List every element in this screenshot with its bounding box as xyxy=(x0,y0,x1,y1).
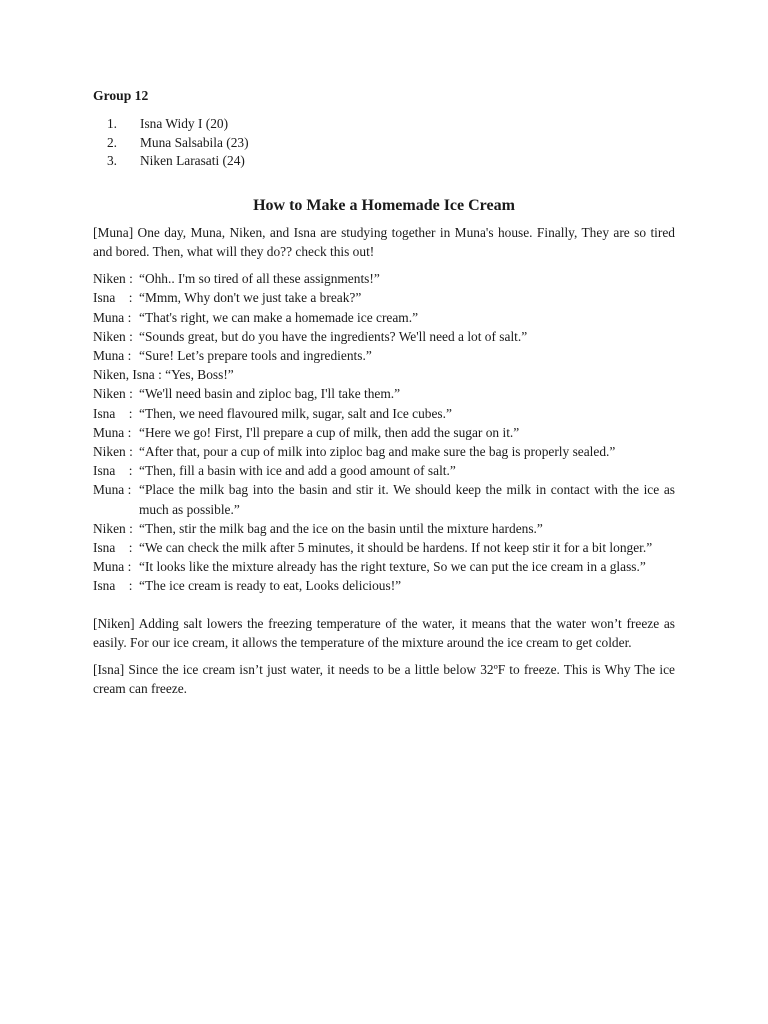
dialogue-line xyxy=(93,384,675,403)
member-item xyxy=(93,151,675,170)
speaker: Isna : xyxy=(93,463,136,479)
speaker: Muna : xyxy=(93,347,135,363)
dialogue-text: “After that, pour a cup of milk into ziploc bag and make sure the bag is properly sealed.” xyxy=(139,443,616,459)
speaker: Niken : xyxy=(93,443,137,459)
dialogue-line xyxy=(93,269,675,288)
speaker: Niken : xyxy=(93,386,137,402)
dialogue-line xyxy=(93,308,675,327)
document-title: How to Make a Homemade Ice Cream xyxy=(253,196,515,214)
speaker: Muna : xyxy=(93,482,135,498)
member-name: Niken Larasati (24) xyxy=(140,153,245,169)
speaker: Isna : xyxy=(93,539,136,555)
dialogue-line xyxy=(93,365,675,384)
member-number: 2. xyxy=(106,134,117,150)
dialogue-text: “Ohh.. I'm so tired of all these assignments!” xyxy=(139,271,380,287)
dialogue-text: “We can check the milk after 5 minutes, it should be hardens. If not keep stir it for a bit longer.” xyxy=(139,539,653,555)
speaker: Niken : xyxy=(93,520,137,536)
dialogue-text: “The ice cream is ready to eat, Looks delicious!” xyxy=(139,578,402,594)
speaker: Isna : xyxy=(93,290,136,306)
speaker: Muna : xyxy=(93,309,135,325)
dialogue-line xyxy=(93,519,675,538)
dialogue-text: “We'll need basin and ziploc bag, I'll take them.” xyxy=(139,386,401,402)
member-list xyxy=(93,114,675,170)
member-number: 3. xyxy=(106,153,117,169)
member-number: 1. xyxy=(106,116,117,132)
dialogue-line xyxy=(93,442,675,461)
dialogue-line xyxy=(93,461,675,480)
dialogue-text: “Here we go! First, I'll prepare a cup of milk, then add the sugar on it.” xyxy=(139,424,520,440)
dialogue-text: “Mmm, Why don't we just take a break?” xyxy=(139,290,362,306)
dialogue-text: “Then, fill a basin with ice and add a good amount of salt.” xyxy=(139,463,456,479)
dialogue-line xyxy=(93,327,675,346)
speaker: Niken : xyxy=(93,271,137,287)
dialogue-line xyxy=(93,288,675,307)
dialogue-line xyxy=(93,423,675,442)
dialogue-text: “That's right, we can make a homemade ice cream.” xyxy=(139,309,419,325)
member-name: Isna Widy I (20) xyxy=(140,116,229,132)
dialogue-line xyxy=(93,538,675,557)
dialogue-text: “Then, stir the milk bag and the ice on the basin until the mixture hardens.” xyxy=(139,520,543,536)
document-page xyxy=(93,86,675,706)
dialogue-line xyxy=(93,557,675,576)
speaker: Muna : xyxy=(93,559,135,575)
speaker: Isna : xyxy=(93,405,136,421)
dialogue-text: “Sounds great, but do you have the ingredients? We'll need a lot of salt.” xyxy=(139,328,528,344)
dialogue-text: “It looks like the mixture already has the right texture, So we can put the ice cream in a glass.” xyxy=(139,559,646,575)
speaker: Niken, Isna : xyxy=(93,367,166,383)
explanation-paragraph-isna: [Isna] Since the ice cream isn’t just water, it needs to be a little below 32ºF to freeze. This is Why The ice cream can freeze. xyxy=(93,661,675,697)
member-item xyxy=(93,114,675,133)
dialogue-line xyxy=(93,576,675,595)
dialogue-line xyxy=(93,480,675,518)
dialogue-text: “Sure! Let’s prepare tools and ingredients.” xyxy=(139,347,372,363)
dialogue-text: “Then, we need flavoured milk, sugar, salt and Ice cubes.” xyxy=(139,405,452,421)
intro-paragraph: [Muna] One day, Muna, Niken, and Isna are studying together in Muna's house. Finally, They are so tired and bored. Then, what will they do?? check this out! xyxy=(93,224,675,259)
dialogue-line xyxy=(93,346,675,365)
member-item xyxy=(93,133,675,152)
dialogue xyxy=(93,269,675,595)
speaker: Niken : xyxy=(93,328,137,344)
explanation-paragraph-niken: [Niken] Adding salt lowers the freezing temperature of the water, it means that the water won’t freeze as easily. For our ice cream, it allows the temperature of the mixture around the ice cream to get colder. xyxy=(93,615,675,650)
group-heading: Group 12 xyxy=(93,88,149,103)
member-name: Muna Salsabila (23) xyxy=(140,134,249,150)
dialogue-text: “Yes, Boss!” xyxy=(165,367,234,383)
speaker: Isna : xyxy=(93,578,136,594)
dialogue-text: “Place the milk bag into the basin and stir it. We should keep the milk in contact with the ice as much as possible.” xyxy=(139,482,675,517)
dialogue-line xyxy=(93,404,675,423)
speaker: Muna : xyxy=(93,424,135,440)
